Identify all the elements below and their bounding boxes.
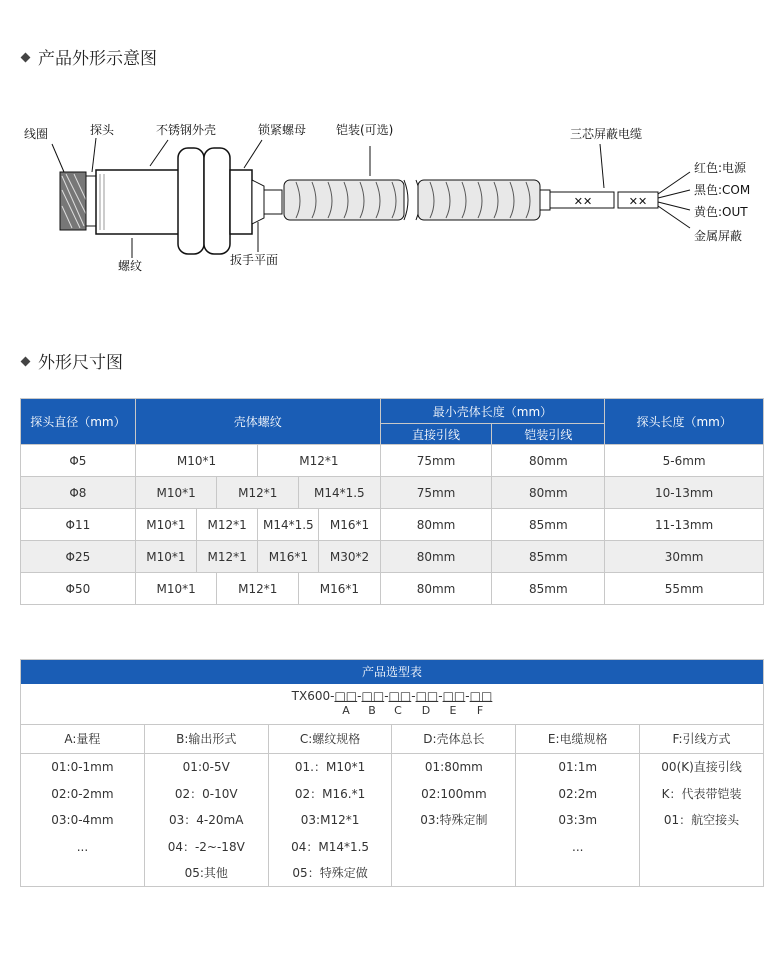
thread-spec: M10*1 [146, 549, 186, 564]
model-code-text: TX600-□□-□□-□□-□□-□□-□□ [291, 689, 493, 703]
section-title-appearance: 产品外形示意图 [22, 44, 157, 69]
shell-shape [96, 170, 180, 234]
selection-option: 02:100mm [421, 786, 487, 801]
code-box: □□ [388, 689, 412, 703]
wires [658, 172, 690, 228]
cell-probe-length: 30mm [605, 541, 764, 573]
selection-option: ... [572, 839, 584, 854]
thread-spec: M12*1 [257, 445, 379, 476]
selection-option: 01:0-1mm [51, 760, 114, 774]
diamond-bullet-icon [21, 356, 31, 366]
selection-option: 01：航空接头 [663, 813, 740, 827]
model-prefix: TX600- [291, 689, 335, 703]
selection-column-header: B:输出形式 [145, 725, 268, 754]
cell-direct-length: 80mm [380, 509, 492, 541]
cell-diameter: Φ5 [21, 445, 136, 477]
selection-option: 04：M14*1.5 [291, 839, 370, 854]
selection-option: 00(K)直接引线 [661, 760, 742, 774]
cell-armored-length: 80mm [492, 445, 605, 477]
label-black: 黑色:COM [694, 183, 751, 197]
thread-spec: M16*1 [318, 509, 379, 540]
cell-diameter: Φ25 [21, 541, 136, 573]
thread-spec: M10*1 [156, 581, 196, 596]
thread-spec: M14*1.5 [257, 509, 318, 540]
selection-option: 02:0-2mm [51, 786, 114, 801]
thread-spec: M12*1 [196, 541, 257, 572]
label-cable: 三芯屏蔽电缆 [570, 127, 643, 141]
cell-diameter: Φ50 [21, 573, 136, 605]
label-probe: 探头 [90, 123, 115, 137]
cell-threads [135, 477, 380, 509]
selection-column [639, 725, 763, 887]
code-letter: F [476, 704, 484, 717]
cell-armored-length: 85mm [492, 509, 605, 541]
thread-spec: M10*1 [156, 485, 196, 500]
cell-direct-length: 80mm [380, 541, 492, 573]
selection-option: 01:1m [558, 760, 598, 774]
shell-rear [230, 170, 252, 234]
selection-columns [21, 724, 763, 887]
model-code-letters [21, 704, 765, 718]
cable-ferrule [540, 190, 550, 210]
label-shield: 金属屏蔽 [694, 229, 743, 243]
label-coil: 线圈 [24, 127, 49, 141]
selection-column-header: E:电缆规格 [516, 725, 639, 754]
label-yellow: 黄色:OUT [694, 205, 748, 219]
connector [264, 190, 282, 214]
thread-spec: M14*1.5 [298, 477, 380, 508]
selection-option: 01.：M10*1 [294, 760, 366, 774]
sensor-diagram [0, 110, 780, 280]
cell-armored-length: 85mm [492, 573, 605, 605]
diamond-bullet-icon [21, 52, 31, 62]
size-table [20, 398, 764, 605]
selection-option: 03:M12*1 [300, 813, 360, 827]
label-armor: 铠装(可选) [336, 123, 394, 137]
thread-spec: M10*1 [146, 517, 186, 532]
header-probe-length: 探头长度（mm） [605, 399, 764, 445]
cell-direct-length: 75mm [380, 445, 492, 477]
code-box: □□ [334, 689, 358, 703]
selection-option: 02：0-10V [174, 786, 238, 801]
header-min-length: 最小壳体长度（mm） [380, 399, 605, 424]
header-direct: 直接引线 [380, 424, 492, 445]
selection-option: 03:3m [558, 813, 598, 827]
selection-table [20, 659, 764, 887]
label-red: 红色:电源 [694, 161, 747, 175]
selection-column [268, 725, 392, 887]
code-letter: C [394, 704, 402, 717]
code-box: □□ [442, 689, 466, 703]
label-thread: 螺纹 [118, 259, 143, 273]
label-shell: 不锈钢外壳 [156, 123, 217, 137]
code-box: □□ [469, 689, 493, 703]
code-letter: E [449, 704, 457, 717]
selection-option: 05：特殊定做 [292, 866, 368, 880]
header-armored: 铠装引线 [492, 424, 605, 445]
table-row [21, 477, 764, 509]
header-diameter: 探头直径（mm） [21, 399, 136, 445]
cell-threads [135, 509, 380, 541]
selection-option: 05:其他 [184, 866, 228, 880]
cell-direct-length: 80mm [380, 573, 492, 605]
cell-diameter: Φ8 [21, 477, 136, 509]
code-letter: A [342, 704, 350, 717]
thread-spec: M16*1 [298, 573, 380, 604]
armor-segment-1 [284, 180, 404, 220]
selection-column [515, 725, 639, 887]
table-row [21, 509, 764, 541]
locknut-left [178, 148, 204, 254]
selection-column-header: F:引线方式 [640, 725, 763, 754]
cell-threads [135, 573, 380, 605]
table-row [21, 573, 764, 605]
selection-column-header: D:壳体总长 [392, 725, 515, 754]
selection-option: 01:0-5V [182, 760, 230, 774]
code-letter: B [368, 704, 376, 717]
model-code [21, 684, 763, 724]
section-title-dimensions: 外形尺寸图 [22, 348, 123, 373]
cell-probe-length: 55mm [605, 573, 764, 605]
cell-probe-length: 11-13mm [605, 509, 764, 541]
selection-option: 02：M16.*1 [294, 786, 366, 801]
label-wrench: 扳手平面 [230, 253, 279, 267]
label-locknut: 锁紧螺母 [258, 123, 307, 137]
table-row [21, 541, 764, 573]
thread-spec: M10*1 [176, 453, 217, 468]
probe-tip [86, 176, 96, 226]
selection-option: K：代表带铠装 [661, 786, 742, 801]
wrench-flat-shape [252, 180, 264, 224]
thread-spec: M30*2 [318, 541, 379, 572]
cell-probe-length: 10-13mm [605, 477, 764, 509]
cell-probe-length: 5-6mm [605, 445, 764, 477]
cell-diameter: Φ11 [21, 509, 136, 541]
thread-spec: M12*1 [216, 573, 298, 604]
code-box: □□ [415, 689, 439, 703]
selection-column-header: A:量程 [21, 725, 144, 754]
selection-option: ... [76, 839, 89, 854]
selection-option: 01:80mm [424, 760, 483, 774]
cell-direct-length: 75mm [380, 477, 492, 509]
thread-spec: M16*1 [257, 541, 318, 572]
svg-text:✕✕: ✕✕ [573, 195, 593, 208]
thread-spec: M12*1 [216, 477, 298, 508]
selection-option: 03：4-20mA [169, 813, 244, 827]
svg-text:✕✕: ✕✕ [628, 195, 648, 208]
code-box: □□ [361, 689, 385, 703]
locknut-right [204, 148, 230, 254]
thread-spec: M12*1 [196, 509, 257, 540]
selection-option: 02:2m [558, 786, 598, 801]
table-row [21, 445, 764, 477]
cell-armored-length: 80mm [492, 477, 605, 509]
cell-armored-length: 85mm [492, 541, 605, 573]
cell-threads [135, 445, 380, 477]
cell-threads [135, 541, 380, 573]
selection-option: 03:0-4mm [51, 813, 114, 827]
selection-title: 产品选型表 [21, 660, 763, 684]
header-thread: 壳体螺纹 [135, 399, 380, 445]
selection-column-header: C:螺纹规格 [269, 725, 392, 754]
selection-option: 03:特殊定制 [420, 813, 488, 827]
selection-column [21, 725, 144, 887]
code-letter: D [421, 704, 431, 717]
selection-column [391, 725, 515, 887]
selection-option: 04：-2~-18V [167, 839, 245, 854]
selection-column [144, 725, 268, 887]
